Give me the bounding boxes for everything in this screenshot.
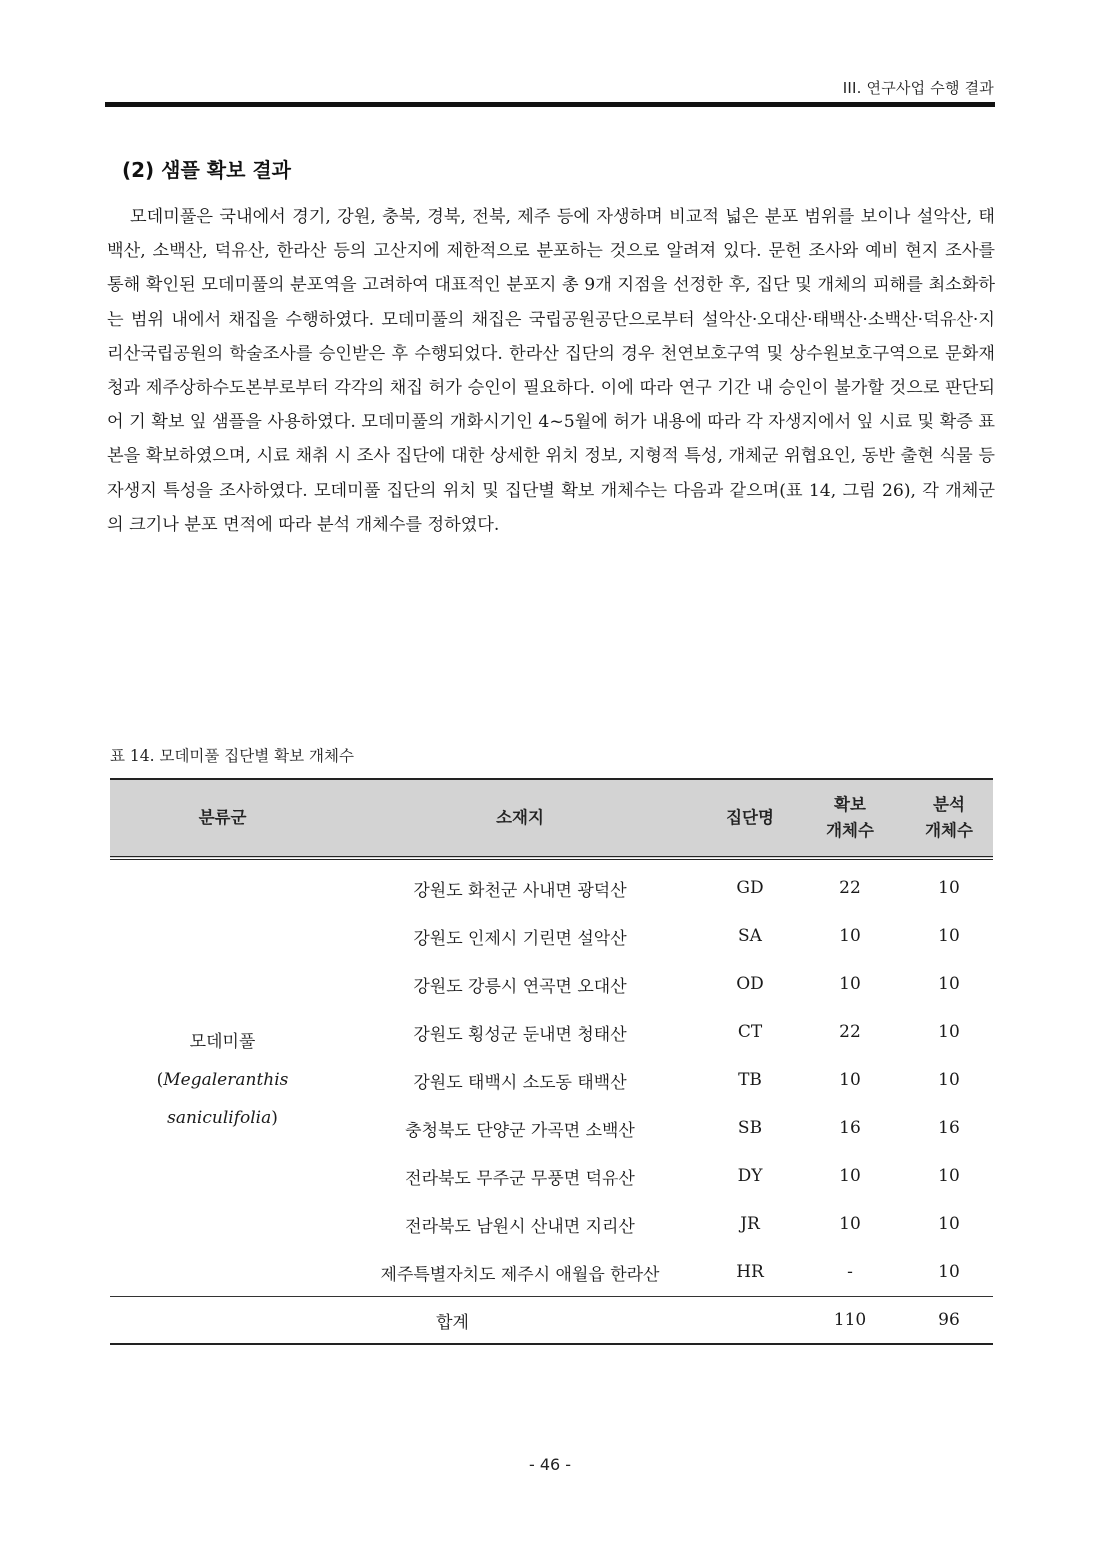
cell-location: 강원도 인제시 기린면 설악산 bbox=[413, 928, 627, 949]
cell-analyzed: 10 bbox=[938, 1166, 960, 1186]
cell-secured: 10 bbox=[839, 974, 861, 994]
header-population: 집단명 bbox=[705, 779, 795, 858]
cell-location: 강원도 횡성군 둔내면 청태산 bbox=[413, 1024, 627, 1045]
cell-analyzed: 10 bbox=[938, 1214, 960, 1234]
cell-location: 충청북도 단양군 가곡면 소백산 bbox=[405, 1120, 635, 1141]
cell-location: 전라북도 남원시 산내면 지리산 bbox=[405, 1216, 635, 1237]
cell-analyzed: 10 bbox=[938, 1022, 960, 1042]
cell-location: 강원도 강릉시 연곡면 오대산 bbox=[413, 976, 627, 997]
cell-analyzed: 10 bbox=[938, 974, 960, 994]
cell-location: 전라북도 무주군 무풍면 덕유산 bbox=[405, 1168, 635, 1189]
cell-secured: 22 bbox=[839, 878, 861, 898]
cell-secured: 10 bbox=[839, 1214, 861, 1234]
table-caption: 표 14. 모데미풀 집단별 확보 개체수 bbox=[110, 747, 354, 765]
total-analyzed: 96 bbox=[905, 1297, 993, 1345]
taxon-cell bbox=[110, 858, 335, 1297]
header-rule bbox=[105, 102, 995, 107]
cell-secured: 10 bbox=[839, 926, 861, 946]
cell-secured: - bbox=[847, 1262, 853, 1282]
cell-code: CT bbox=[737, 1022, 763, 1042]
table-header-row bbox=[110, 779, 993, 858]
cell-code: SA bbox=[738, 926, 762, 946]
section-title: (2) 샘플 확보 결과 bbox=[122, 158, 292, 182]
cell-analyzed: 10 bbox=[938, 926, 960, 946]
cell-code: JR bbox=[740, 1214, 760, 1234]
page-number: - 46 - bbox=[528, 1455, 572, 1474]
header-analyzed-line1: 분석 bbox=[933, 795, 965, 814]
cell-secured: 22 bbox=[839, 1022, 861, 1042]
cell-secured: 16 bbox=[839, 1118, 861, 1138]
cell-analyzed: 10 bbox=[938, 878, 960, 898]
header-group: 분류군 bbox=[110, 779, 335, 858]
taxon-scientific-genus: Megaleranthis bbox=[163, 1070, 289, 1090]
cell-code: TB bbox=[738, 1070, 762, 1090]
cell-analyzed: 10 bbox=[938, 1070, 960, 1090]
header-location: 소재지 bbox=[335, 779, 705, 858]
running-header: III. 연구사업 수행 결과 bbox=[842, 79, 994, 97]
table-row bbox=[110, 858, 993, 912]
body-paragraph: 모데미풀은 국내에서 경기, 강원, 충북, 경북, 전북, 제주 등에 자생하며 비교적 넓은 분포 범위를 보이나 설악산, 태백산, 소백산, 덕유산, 한라산 등의 고산지에 제한적으로 분포하는 것으로 알려져 있다. 문헌 조사와 예비 현지 조사를 통해 확인된 모데미풀의 분포역을 고려하여 대표적인 분포지 총 9개 지점을 선정한 후, 집단 및 개체의 피해를 최소화하는 범위 내에서 채집을 수행하였다. 모데미풀의 채집은 국립공원공단으로부터 설악산·오대산·태백산·소백산·덕유산·지리산국립공원의 학술조사를 승인받은 후 수행되었다. 한라산 집단의 경우 천연보호구역 및 상수원보호구역으로 문화재청과 제주상하수도본부로부터 각각의 채집 허가 승인이 필요하다. 이에 따라 연구 기간 내 승인이 불가할 것으로 판단되어 기 확보 잎 샘플을 사용하였다. 모데미풀의 개화시기인 4~5월에 허가 내용에 따라 각 자생지에서 잎 시료 및 확증 표본을 확보하였으며, 시료 채취 시 조사 집단에 대한 상세한 위치 정보, 지형적 특성, 개체군 위협요인, 동반 출현 식물 등 자생지 특성을 조사하였다. 모데미풀 집단의 위치 및 집단별 확보 개체수는 다음과 같으며(표 14, 그림 26), 각 개체군의 크기나 분포 면적에 따라 분석 개체수를 정하였다. bbox=[107, 207, 995, 535]
header-analyzed bbox=[905, 779, 993, 858]
table-total-row bbox=[110, 1297, 993, 1345]
taxon-korean-name: 모데미풀 bbox=[189, 1032, 256, 1052]
cell-code: OD bbox=[736, 974, 764, 994]
cell-code: GD bbox=[736, 878, 764, 898]
taxon-close-paren: ) bbox=[271, 1108, 278, 1128]
cell-code: DY bbox=[737, 1166, 763, 1186]
header-analyzed-line2: 개체수 bbox=[925, 821, 973, 840]
population-table bbox=[110, 778, 993, 1345]
cell-analyzed: 16 bbox=[938, 1118, 960, 1138]
total-label: 합계 bbox=[110, 1297, 795, 1345]
header-secured-line2: 개체수 bbox=[826, 821, 874, 840]
header-secured bbox=[795, 779, 905, 858]
cell-code: HR bbox=[736, 1262, 764, 1282]
cell-analyzed: 10 bbox=[938, 1262, 960, 1282]
total-secured: 110 bbox=[795, 1297, 905, 1345]
taxon-scientific-species: saniculifolia bbox=[167, 1108, 272, 1128]
cell-secured: 10 bbox=[839, 1166, 861, 1186]
header-secured-line1: 확보 bbox=[834, 795, 866, 814]
taxon-open-paren: ( bbox=[156, 1070, 164, 1090]
cell-location: 제주특별자치도 제주시 애월읍 한라산 bbox=[380, 1264, 660, 1285]
cell-location: 강원도 태백시 소도동 태백산 bbox=[413, 1072, 627, 1093]
cell-location: 강원도 화천군 사내면 광덕산 bbox=[413, 880, 627, 901]
cell-code: SB bbox=[737, 1118, 763, 1138]
cell-secured: 10 bbox=[839, 1070, 861, 1090]
